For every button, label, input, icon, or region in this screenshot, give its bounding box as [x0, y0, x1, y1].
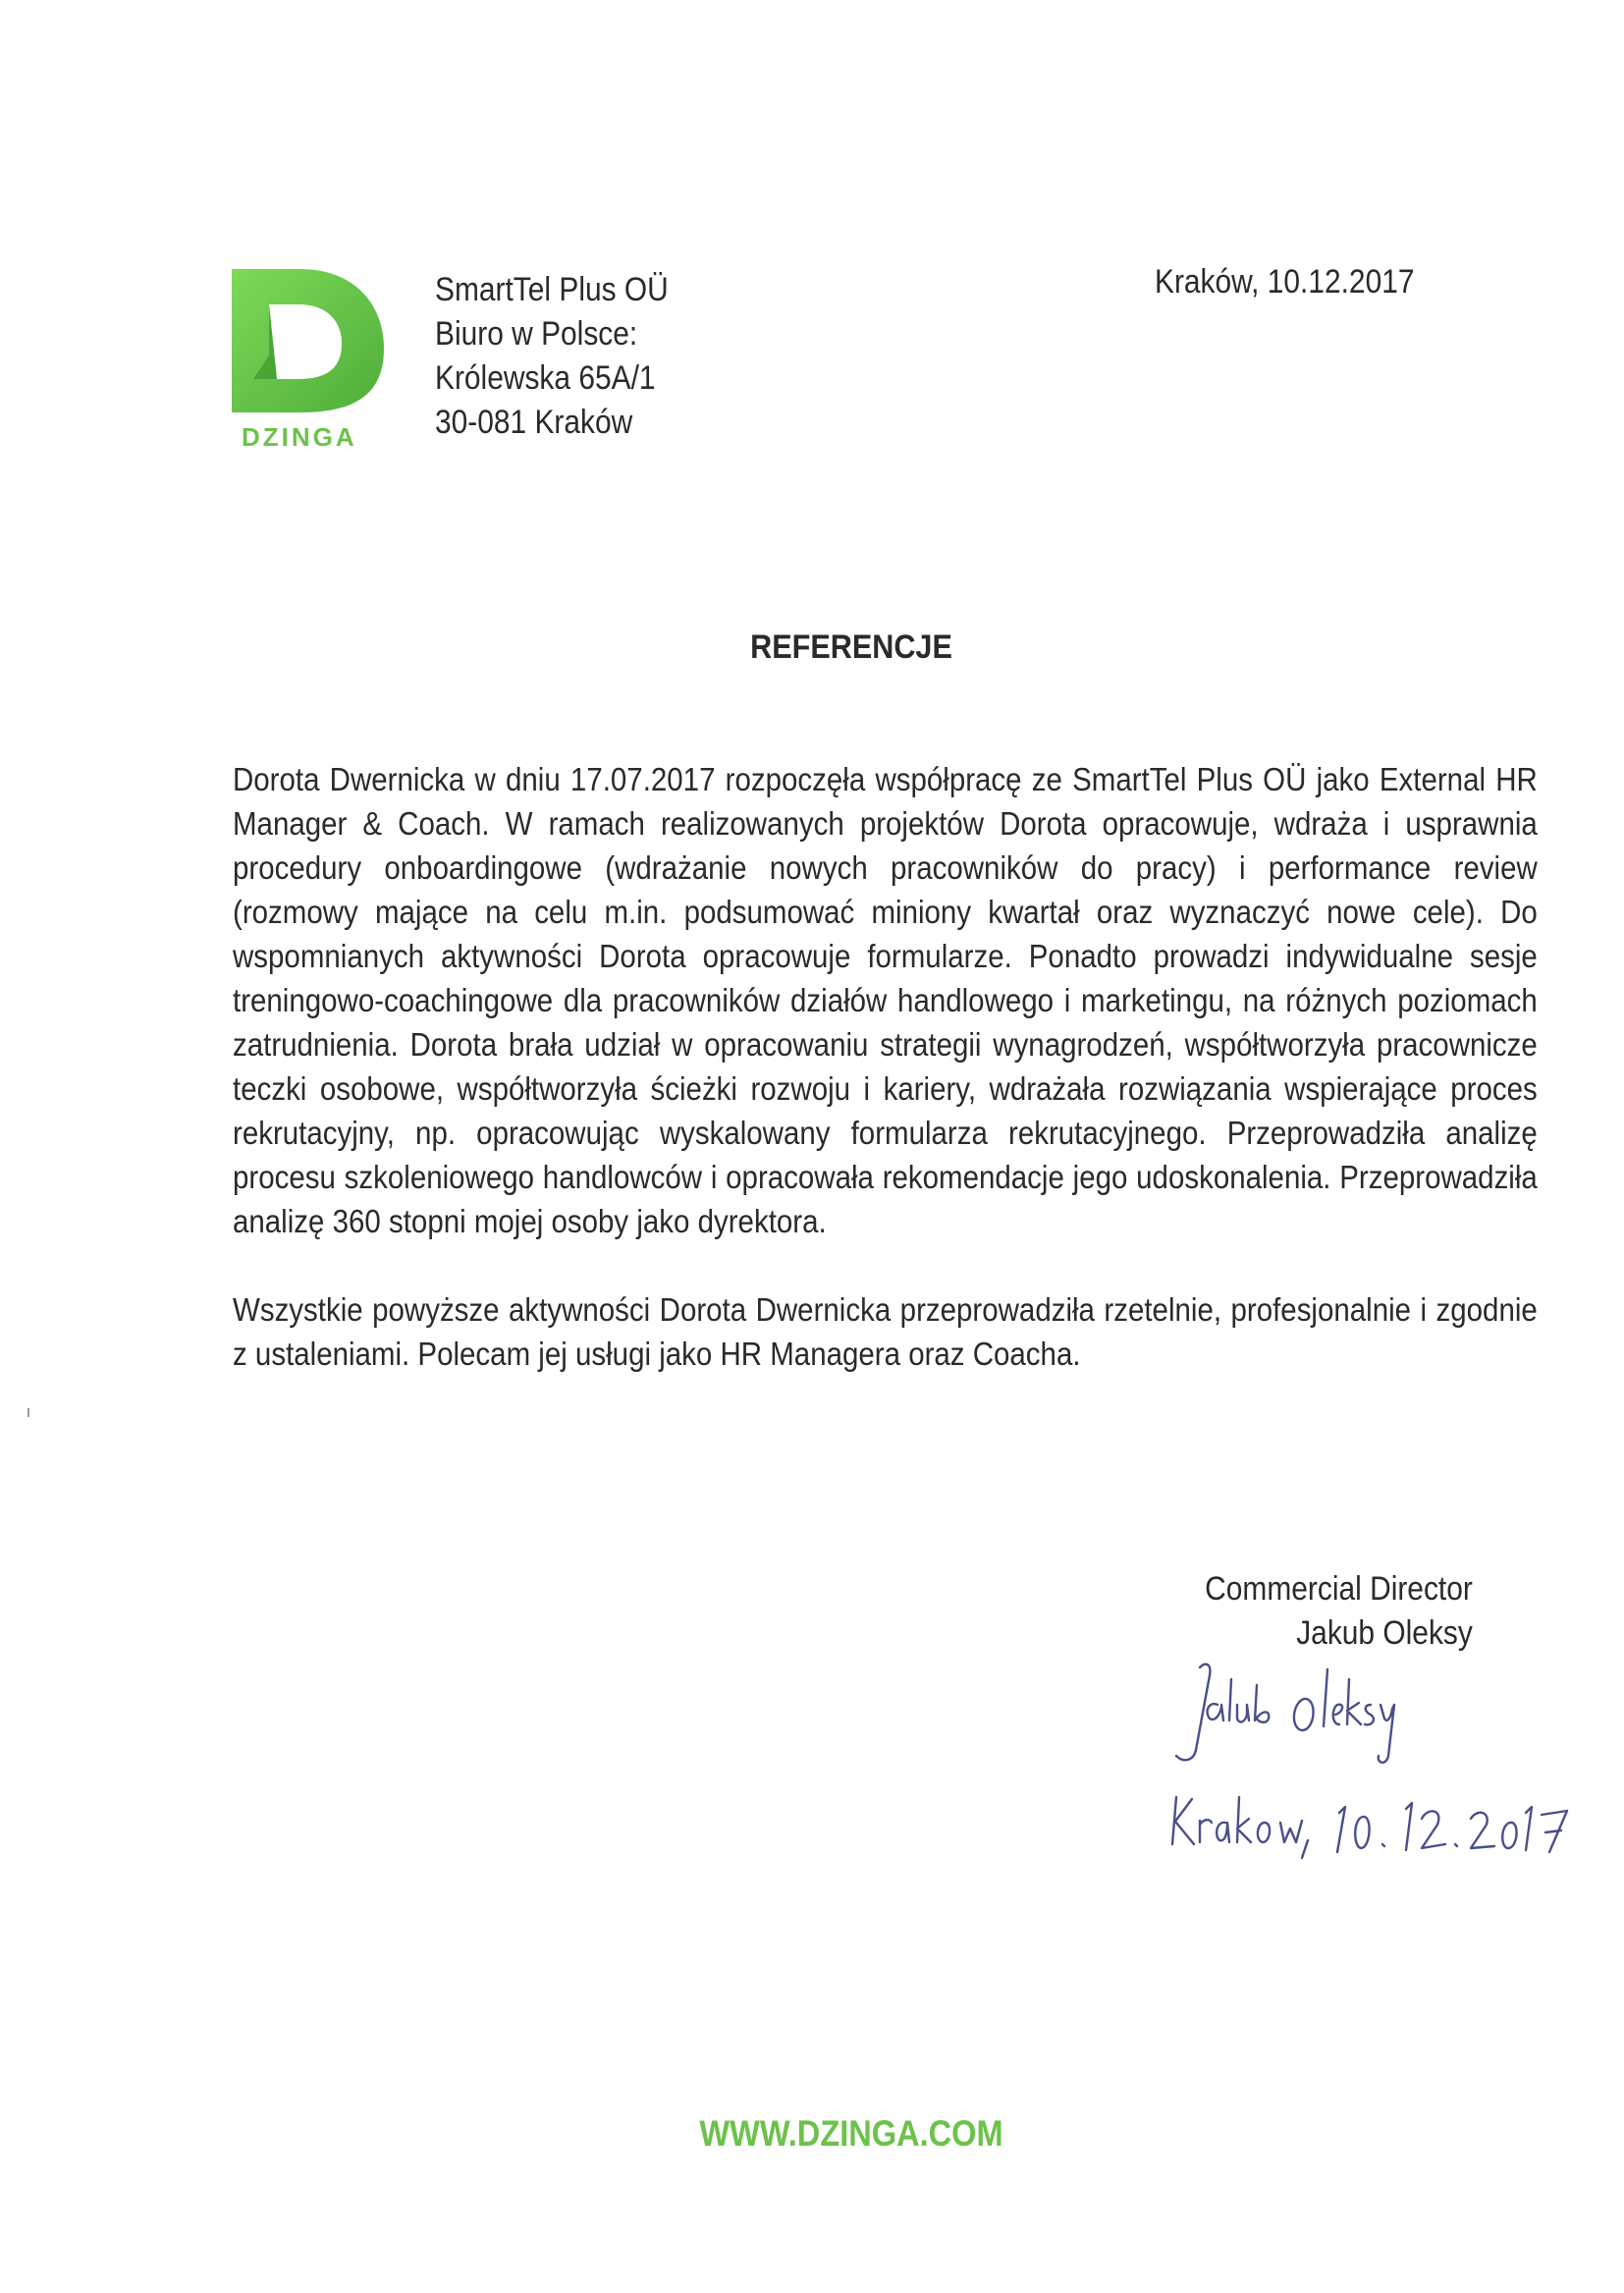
handwritten-signature — [1129, 1650, 1600, 1866]
logo-wordmark: DZINGA — [242, 422, 357, 452]
address-line: Biuro w Polsce: — [435, 315, 638, 353]
signatory-name: Jakub Oleksy — [1296, 1614, 1473, 1652]
body-paragraph: Wszystkie powyższe aktywności Dorota Dwernicka przeprowadziła rzetelnie, profesjonalnie i zgodnie z ustaleniami. Polecam jej usługi jako HR Managera oraz Coacha. — [233, 1292, 1538, 1373]
signatory-block — [1205, 1567, 1473, 1656]
address-line: 30-081 Kraków — [435, 404, 633, 441]
scan-artifact — [27, 1408, 29, 1417]
signatory-role: Commercial Director — [1205, 1570, 1473, 1608]
letter-date: Kraków, 10.12.2017 — [1155, 263, 1415, 300]
footer-website: WWW.DZINGA.COM — [699, 2113, 1003, 2154]
document-title: REFERENCJE — [750, 628, 952, 666]
address-line: Królewska 65A/1 — [435, 359, 656, 397]
body-paragraph: Dorota Dwernicka w dniu 17.07.2017 rozpoczęła współpracę ze SmartTel Plus OÜ jako External HR Manager & Coach. W ramach realizowanych projektów Dorota opracowuje, wdraża i usprawnia procedury onboardingowe (wdrażanie nowych pracowników do pracy) i performance review (rozmowy mające na celu m.in. podsumować miniony kwartał oraz wyznaczyć nowe cele). Do wspomnianych aktywności Dorota opracowuje formularze. Ponadto prowadzi indywidualne sesje treningowo-coachingowe dla pracowników działów handlowego i marketingu, na różnych poziomach zatrudnienia. Dorota brała udział w opracowaniu strategii wynagrodzeń, współtworzyła pracownicze teczki osobowe, współtworzyła ścieżki rozwoju i kariery, wdrażała rozwiązania wspierające proces rekrutacyjny, np. opracowując wyskalowany formularza rekrutacyjnego. Przeprowadziła analizę procesu szkoleniowego handlowców i opracowała rekomendacje jego udoskonalenia. Przeprowadziła analizę 360 stopni mojej osoby jako dyrektora. — [233, 762, 1538, 1240]
letter-body — [233, 758, 1538, 1377]
address-line: SmartTel Plus OÜ — [435, 271, 669, 308]
company-address — [435, 268, 669, 445]
